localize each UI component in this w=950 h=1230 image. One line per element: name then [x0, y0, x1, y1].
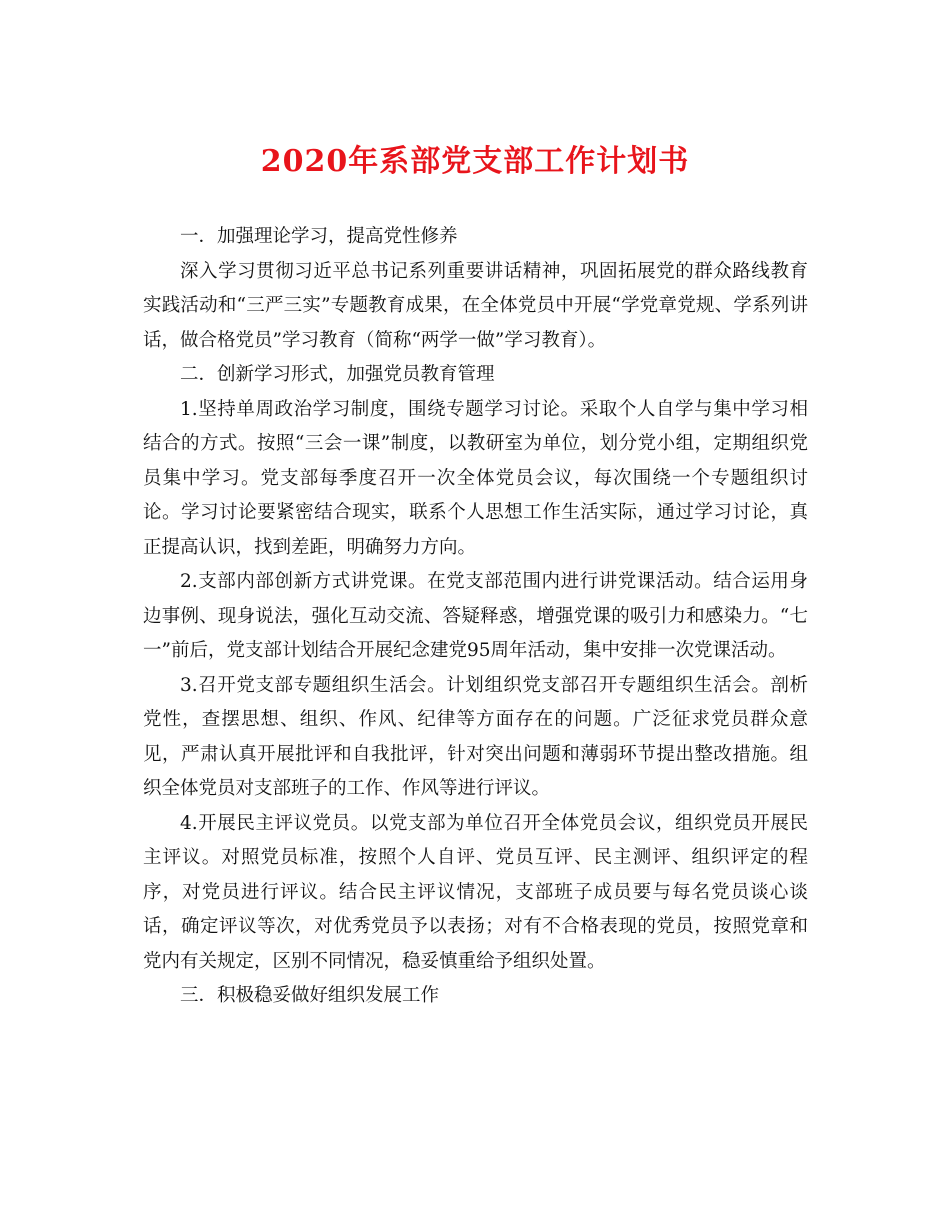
- paragraph-item-4: 4.开展民主评议党员。以党支部为单位召开全体党员会议，组织党员开展民主评议。对照党员标准，按照个人自评、党员互评、民主测评、组织评定的程序，对党员进行评议。结合民主评议情况，支部班子成员要与每名党员谈心谈话，确定评议等次，对优秀党员予以表扬；对有不合格表现的党员，按照党章和党内有关规定，区别不同情况，稳妥慎重给予组织处置。: [143, 812, 808, 972]
- document-title: 2020年系部党支部工作计划书: [260, 144, 690, 179]
- section-heading-2: 二．创新学习形式，加强党员教育管理: [180, 364, 495, 385]
- paragraph-item-3: 3.召开党支部专题组织生活会。计划组织党支部召开专题组织生活会。剖析党性，查摆思想、组织、作风、纪律等方面存在的问题。广泛征求党员群众意见，严肃认真开展批评和自我批评，针对突出问题和薄弱环节提出整改措施。组织全体党员对支部班子的工作、作风等进行评议。: [143, 674, 808, 799]
- document-body: [143, 220, 808, 1014]
- section-heading-3: 三．积极稳妥做好组织发展工作: [180, 985, 440, 1006]
- paragraph-item-2: 2.支部内部创新方式讲党课。在党支部范围内进行讲党课活动。结合运用身边事例、现身说法，强化互动交流、答疑释惑，增强党课的吸引力和感染力。“七一”前后，党支部计划结合开展纪念建党95周年活动，集中安排一次党课活动。: [143, 571, 808, 661]
- section-heading-1: 一．加强理论学习，提高党性修养: [180, 226, 458, 247]
- paragraph-study: 深入学习贯彻习近平总书记系列重要讲话精神，巩固拓展党的群众路线教育实践活动和“三严三实”专题教育成果，在全体党员中开展“学党章党规、学系列讲话，做合格党员”学习教育（简称“两学一做”学习教育）。: [143, 260, 808, 351]
- paragraph-item-1: 1.坚持单周政治学习制度，围绕专题学习讨论。采取个人自学与集中学习相结合的方式。按照“三会一课”制度，以教研室为单位，划分党小组，定期组织党员集中学习。党支部每季度召开一次全体党员会议，每次围绕一个专题组织讨论。学习讨论要紧密结合现实，联系个人思想工作生活实际，通过学习讨论，真正提高认识，找到差距，明确努力方向。: [143, 398, 808, 558]
